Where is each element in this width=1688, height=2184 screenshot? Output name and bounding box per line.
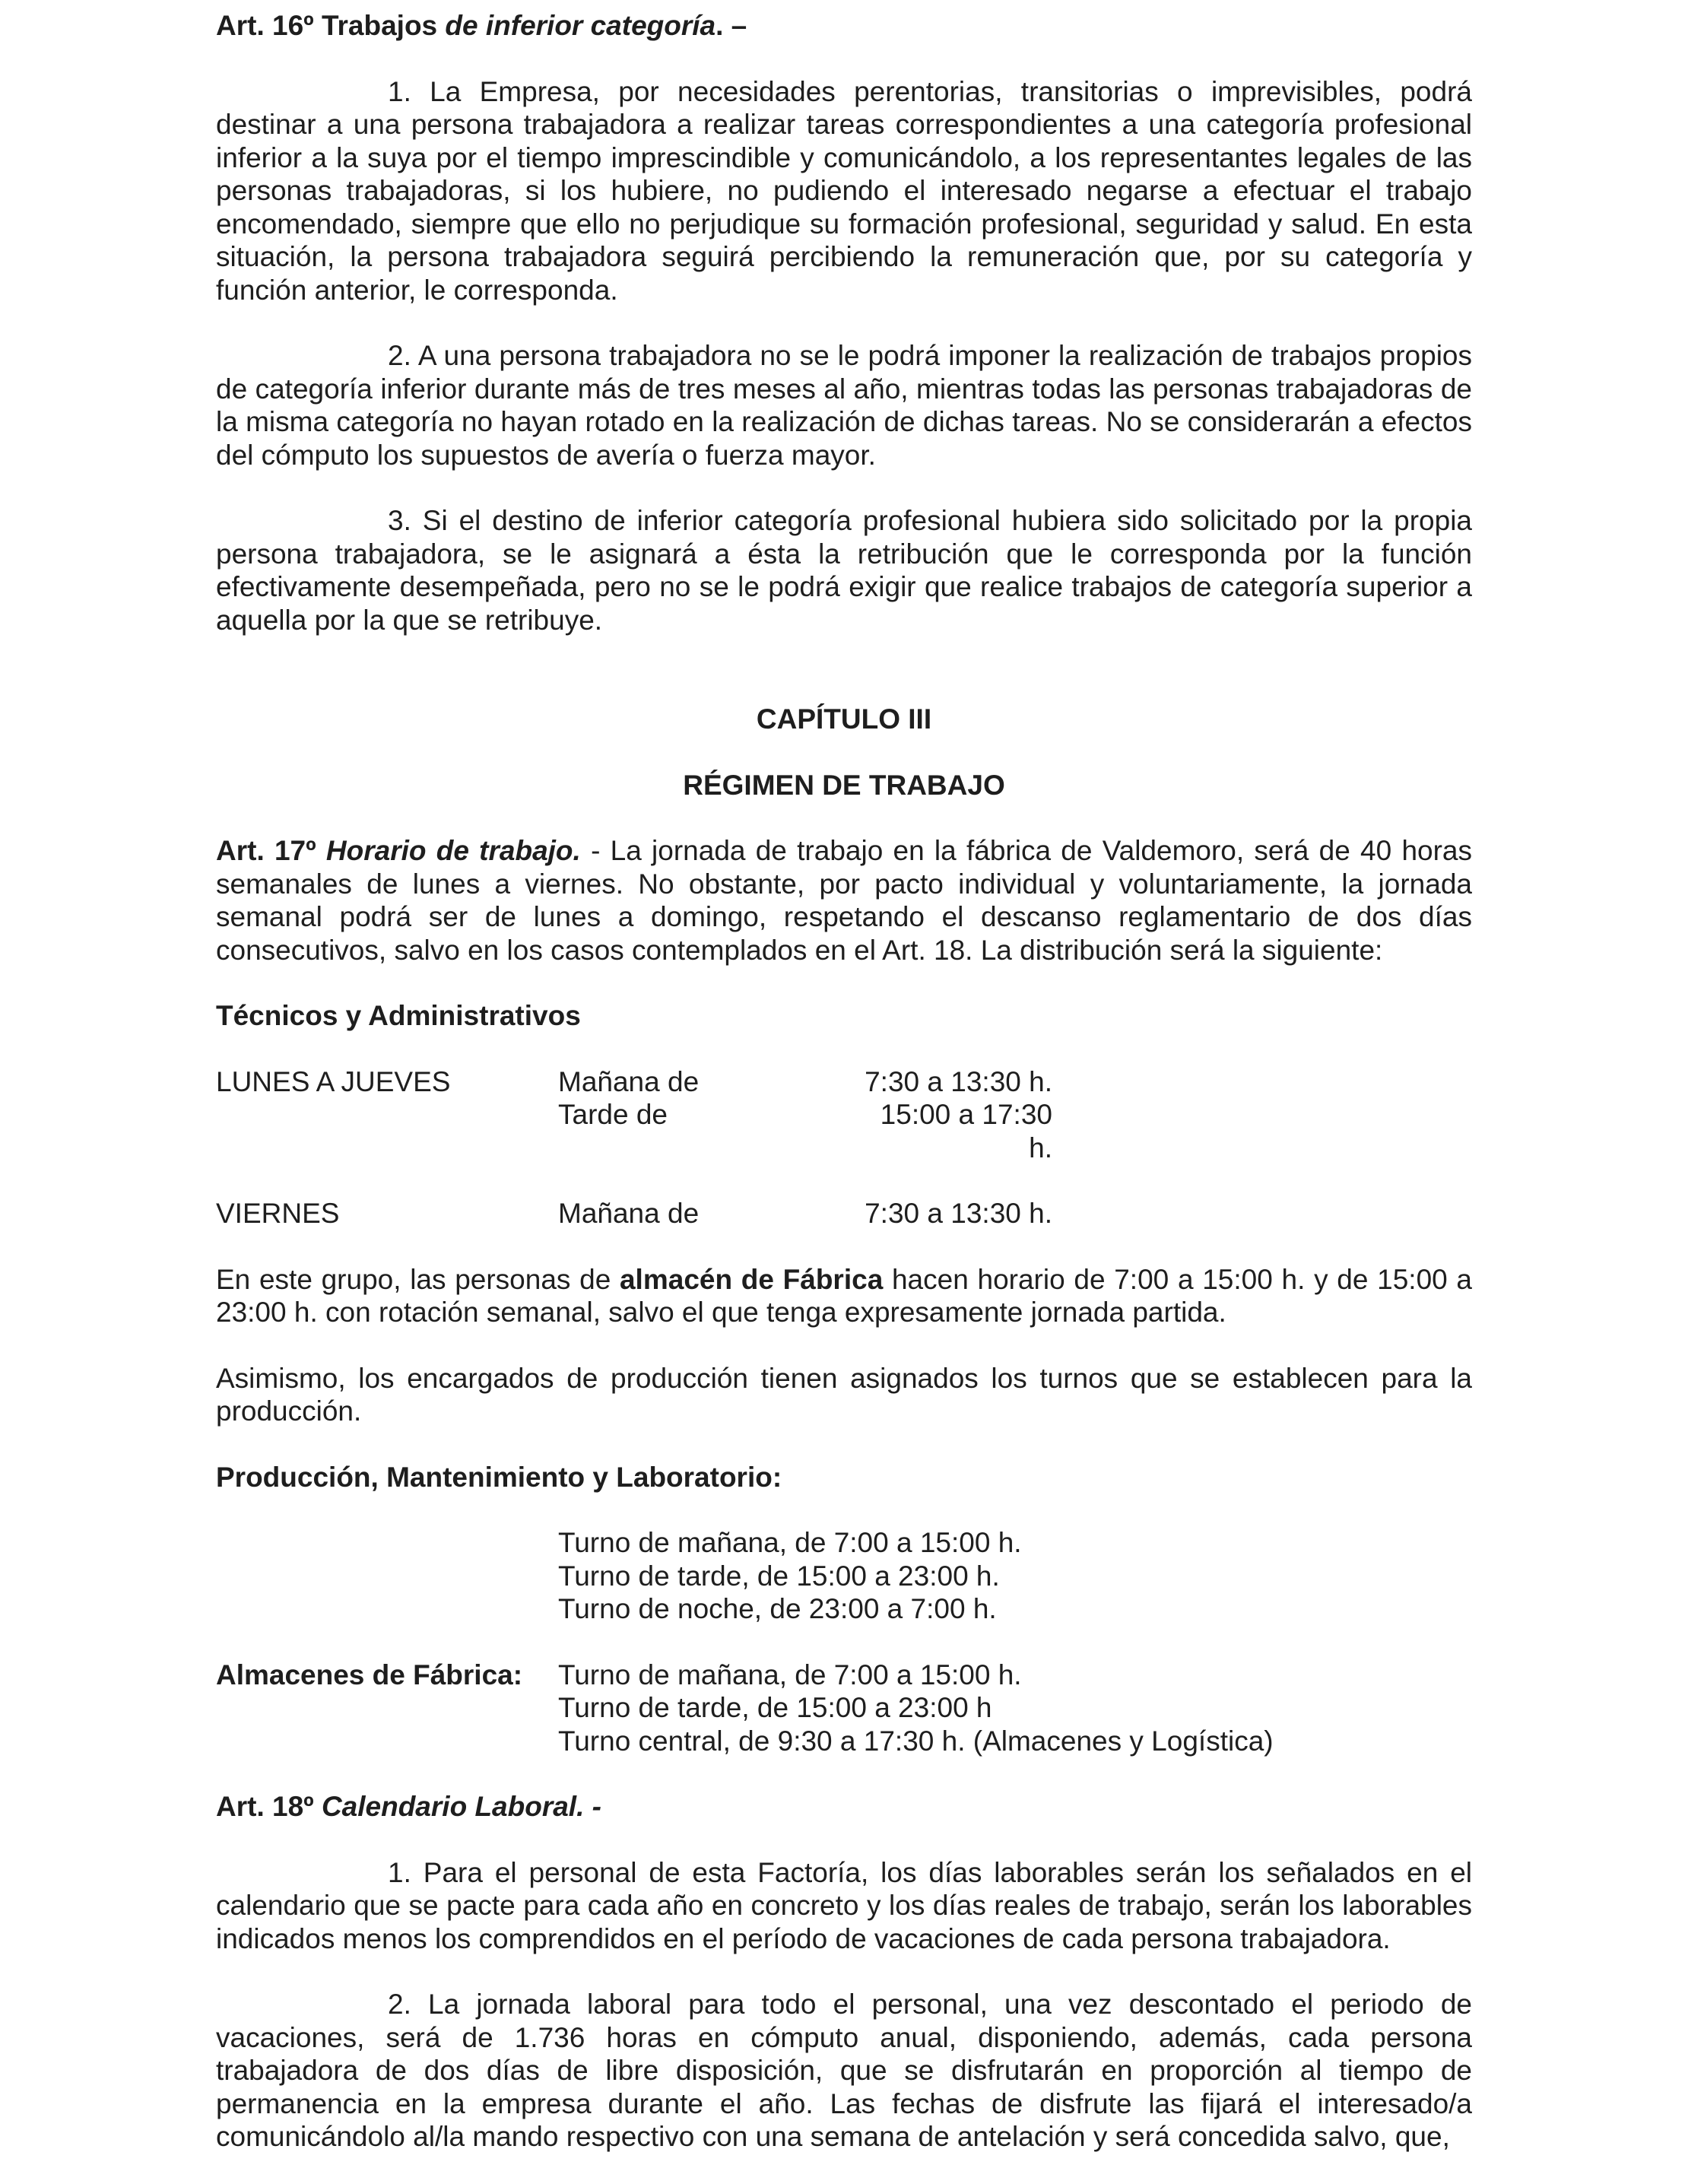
almacen-post: hacen horario de 7:00 a 15:00 h. y de 15:00 a 23:00 h. con rotación semanal, salvo el que tenga expresamente jornada partida.: [216, 1263, 1472, 1328]
almacen-paragraph: [216, 1263, 1472, 1329]
schedule-shift: Mañana de: [558, 1198, 700, 1229]
schedule-shift: Tarde de: [558, 1099, 668, 1130]
almacenes-heading: Almacenes de Fábrica:: [216, 1659, 523, 1690]
art18-paragraph-1: 1. Para el personal de esta Factoría, los días laborables serán los señalados en el calendario que se pacte para cada año en concreto y los días reales de trabajo, serán los laborables indicados menos los comprendidos en el período de vacaciones de cada persona trabajadora.: [216, 1856, 1472, 1954]
tecnicos-heading: Técnicos y Administrativos: [216, 1000, 581, 1031]
turno-item: Turno de mañana, de 7:00 a 15:00 h.: [558, 1527, 1022, 1558]
chapter-title: RÉGIMEN DE TRABAJO: [683, 769, 1005, 801]
schedule-table: [216, 1065, 1472, 1230]
art18-title-prefix: Art. 18º: [216, 1791, 322, 1822]
schedule-hours: 7:30 a 13:30 h.: [865, 1198, 1052, 1229]
turno-item: Turno central, de 9:30 a 17:30 h. (Almacenes y Logística): [558, 1725, 1274, 1757]
turno-item: Turno de tarde, de 15:00 a 23:00 h: [558, 1692, 992, 1723]
schedule-row: [216, 1065, 1472, 1099]
art16-title-suffix: . –: [715, 10, 747, 41]
almacen-bold: almacén de Fábrica: [619, 1263, 884, 1295]
document-content: [216, 9, 1472, 2154]
art16-paragraph-1: 1. La Empresa, por necesidades perentorias, transitorias o imprevisibles, podrá destinar a una persona trabajadora a realizar tareas correspondientes a una categoría profesional inferior a la suya por el tiempo imprescindible y comunicándolo, a los representantes legales de las personas trabajadoras, si los hubiere, no pudiendo el interesado negarse a efectuar el trabajo encomendado, siempre que ello no perjudique su formación profesional, seguridad y salud. En esta situación, la persona trabajadora seguirá percibiendo la remuneración que, por su categoría y función anterior, le corresponda.: [216, 75, 1472, 306]
turno-item: Turno de tarde, de 15:00 a 23:00 h.: [558, 1560, 1000, 1592]
schedule-day: VIERNES: [216, 1198, 340, 1229]
art18-title-italic: Calendario Laboral. -: [321, 1791, 601, 1822]
art16-paragraph-3: 3. Si el destino de inferior categoría profesional hubiera sido solicitado por la propia persona trabajadora, se le asignará a ésta la retribución que le corresponda por la función efectivamente desempeñada, pero no se le podrá exigir que realice trabajos de categoría superior a aquella por la que se retribuye.: [216, 505, 1472, 636]
art17-intro: - La jornada de trabajo en la fábrica de Valdemoro, será de 40 horas semanales de lunes a viernes. No obstante, por pacto individual y voluntariamente, la jornada semanal podrá ser de lunes a domingo, respetando el descanso reglamentario de dos días consecutivos, salvo en los casos contemplados en el Art. 18. La distribución será la siguiente:: [216, 835, 1473, 966]
art16-paragraph-2: 2. A una persona trabajadora no se le podrá imponer la realización de trabajos propios de categoría inferior durante más de tres meses al año, mientras todas las personas trabajadoras de la misma categoría no hayan rotado en la realización de dichas tareas. No se considerarán a efectos del cómputo los supuestos de avería o fuerza mayor.: [216, 340, 1472, 471]
art18-paragraph-2: 2. La jornada laboral para todo el personal, una vez descontado el periodo de vacaciones, será de 1.736 horas en cómputo anual, disponiendo, además, cada persona trabajadora de dos días de libre disposición, que se disfrutarán en proporción al tiempo de permanencia en la empresa durante el año. Las fechas de disfrute las fijará el interesado/a comunicándolo al/la mando respectivo con una semana de antelación y será concedida salvo, que,: [216, 1989, 1472, 2152]
schedule-day: [216, 1098, 558, 1164]
art16-heading: [216, 9, 1472, 43]
produccion-heading: Producción, Mantenimiento y Laboratorio:: [216, 1461, 782, 1493]
turno-item: Turno de noche, de 23:00 a 7:00 h.: [558, 1593, 997, 1624]
art17-title-italic: Horario de trabajo.: [325, 835, 581, 866]
almacen-pre: En este grupo, las personas de: [216, 1263, 620, 1295]
art18-heading: [216, 1790, 1472, 1824]
schedule-hours: 7:30 a 13:30 h.: [865, 1065, 1052, 1097]
art16-title-prefix: Art. 16º Trabajos: [216, 10, 446, 41]
produccion-turnos-list: [216, 1526, 1472, 1626]
schedule-row: [216, 1197, 1472, 1230]
almacenes-section: [216, 1659, 1472, 1758]
schedule-day: LUNES A JUEVES: [216, 1065, 451, 1097]
encargados-paragraph: Asimismo, los encargados de producción tienen asignados los turnos que se establecen para la producción.: [216, 1362, 1472, 1427]
art17-paragraph: [216, 834, 1472, 967]
schedule-row: [216, 1098, 1472, 1164]
art17-title-prefix: Art. 17º: [216, 835, 326, 866]
turno-item: Turno de mañana, de 7:00 a 15:00 h.: [558, 1659, 1022, 1690]
chapter-number: CAPÍTULO III: [756, 703, 932, 735]
schedule-shift: Mañana de: [558, 1065, 700, 1097]
schedule-hours: 15:00 a 17:30 h.: [880, 1099, 1052, 1163]
art16-title-italic: de inferior categoría: [445, 10, 716, 41]
